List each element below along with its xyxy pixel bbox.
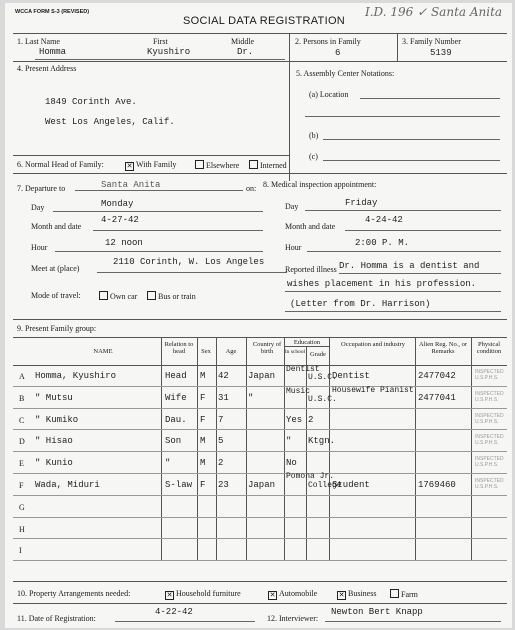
registration-form	[5, 3, 512, 628]
row-letter: E	[19, 459, 24, 469]
med-day-value: Friday	[345, 198, 378, 208]
row-letter: D	[19, 437, 25, 447]
automobile-label: Automobile	[279, 589, 318, 598]
interned-checkbox[interactable]	[249, 160, 258, 169]
cell-age: 23	[218, 480, 229, 490]
household-checkbox[interactable]: ✕	[166, 591, 173, 599]
persons-value: 6	[335, 48, 341, 58]
cell-sex: M	[200, 458, 206, 469]
first-label: First	[153, 37, 168, 46]
departure-label: 7. Departure to	[17, 184, 66, 193]
middle-value: Dr.	[237, 47, 254, 57]
cell-occupation: Student	[332, 480, 370, 490]
header-alien: Alien Reg. No., or Remarks	[418, 341, 468, 355]
business-checkbox[interactable]: ✕	[338, 591, 345, 599]
cell-sex: F	[200, 392, 206, 403]
illness-line2: wishes placement in his profession.	[287, 279, 477, 289]
location-label: (a) Location	[309, 90, 349, 99]
cell-name: " Kunio	[35, 458, 73, 469]
med-month-label: Month and date	[285, 222, 336, 231]
family-group-label: 9. Present Family group:	[17, 324, 97, 333]
interned-label: Interned	[260, 161, 287, 170]
address-line2: West Los Angeles, Calif.	[45, 117, 175, 127]
meet-label: Meet at (place)	[31, 264, 80, 273]
cell-sex: M	[200, 436, 206, 447]
persons-label: 2. Persons in Family	[295, 37, 361, 46]
row-letter: B	[19, 393, 25, 403]
cell-school: "	[286, 436, 292, 447]
on-label: on:	[246, 184, 257, 193]
cell-age: 31	[218, 392, 229, 403]
interviewer-label: 12. Interviewer:	[267, 614, 319, 623]
household-option	[165, 589, 241, 600]
first-name-value: Kyushiro	[147, 47, 191, 57]
middle-label: Middle	[231, 37, 255, 46]
table-row	[13, 539, 507, 561]
row-letter: I	[19, 546, 22, 556]
cell-school: Dentist	[286, 365, 320, 374]
row-letter: C	[19, 415, 25, 425]
departure-to-value: Santa Anita	[101, 180, 161, 190]
header-age: Age	[225, 348, 237, 355]
illness-label: Reported illness	[285, 265, 337, 274]
header-sex: Sex	[201, 348, 211, 355]
table-row	[13, 430, 507, 452]
automobile-checkbox[interactable]: ✕	[269, 591, 276, 599]
cell-school: Pomona Jr.	[286, 472, 335, 481]
address-line1: 1849 Corinth Ave.	[45, 97, 137, 107]
cell-school: Yes	[286, 414, 303, 425]
inspected-stamp: INSPECTED U.S.P.H.S.	[475, 390, 504, 403]
med-date-value: 4-24-42	[365, 215, 403, 225]
last-name-value: Homma	[39, 47, 67, 57]
illness-line1: Dr. Homma is a dentist and	[339, 261, 480, 271]
cell-age: 2	[218, 458, 224, 469]
dep-month-label: Month and date	[31, 222, 82, 231]
automobile-option	[268, 589, 317, 600]
bus-train-label: Bus or train	[158, 292, 196, 301]
property-label: 10. Property Arrangements needed:	[17, 589, 131, 598]
cell-alien: 2477042	[418, 371, 456, 381]
assembly-b-label: (b)	[309, 131, 319, 140]
header-in-school: In school	[284, 349, 306, 355]
header-grade: Grade	[310, 351, 326, 358]
table-row	[13, 387, 507, 409]
cell-grade: 2	[308, 414, 314, 425]
family-number-value: 5139	[430, 48, 452, 58]
header-name: NAME	[93, 348, 113, 355]
cell-relation: "	[165, 458, 171, 469]
normal-head-label: 6. Normal Head of Family:	[17, 160, 104, 169]
inspected-stamp: INSPECTED U.S.P.H.S.	[475, 412, 504, 425]
med-hour-value: 2:00 P. M.	[355, 238, 410, 248]
interned-option	[249, 160, 287, 170]
cell-name: Homma, Kyushiro	[35, 371, 117, 381]
dep-day-value: Monday	[101, 199, 134, 209]
cell-relation: S-law	[165, 480, 193, 490]
cell-grade: U.S.C.	[308, 373, 337, 382]
elsewhere-label: Elsewhere	[206, 161, 240, 170]
bus-train-option	[147, 291, 196, 301]
cell-sex: M	[200, 371, 206, 381]
dep-hour-value: 12 noon	[105, 238, 143, 248]
farm-label: Farm	[401, 590, 418, 599]
inspected-stamp: INSPECTED U.S.P.H.S.	[475, 434, 504, 447]
cell-age: 7	[218, 414, 224, 425]
cell-relation: Son	[165, 436, 182, 447]
medical-label: 8. Medical inspection appointment:	[263, 180, 377, 189]
form-id: WCCA FORM S-3 (REVISED)	[15, 9, 90, 15]
cell-grade: Ktgn.	[308, 436, 336, 447]
inspected-stamp: INSPECTED U.S.P.H.S.	[475, 369, 504, 381]
row-letter: G	[19, 502, 25, 512]
family-number-label: 3. Family Number	[402, 37, 461, 46]
cell-school: No	[286, 458, 297, 469]
cell-country: Japan	[248, 480, 276, 490]
cell-alien: 1769460	[418, 480, 456, 490]
assembly-label: 5. Assembly Center Notations:	[296, 69, 395, 78]
own-car-checkbox[interactable]	[99, 291, 108, 300]
row-letter: H	[19, 524, 25, 534]
own-car-label: Own car	[110, 292, 138, 301]
illness-line3: (Letter from Dr. Harrison)	[290, 299, 431, 309]
page-title: SOCIAL DATA REGISTRATION	[183, 15, 346, 27]
cell-grade: U.S.C.	[308, 394, 337, 404]
header-relation: Relation to head	[164, 341, 194, 355]
cell-name: " Mutsu	[35, 392, 73, 403]
with-family-checkbox[interactable]: ✕	[126, 162, 133, 170]
cell-relation: Head	[165, 371, 187, 381]
cell-name: " Hisao	[35, 436, 73, 447]
assembly-c-label: (c)	[309, 152, 318, 161]
cell-occupation: Dentist	[332, 371, 370, 381]
inspected-stamp: INSPECTED U.S.P.H.S.	[475, 456, 504, 469]
household-label: Household furniture	[176, 589, 241, 598]
dep-date-value: 4-27-42	[101, 215, 139, 225]
date-registration-value: 4-22-42	[155, 607, 193, 617]
cell-age: 5	[218, 436, 224, 447]
cell-occupation: Housewife Pianist	[332, 385, 414, 395]
cell-relation: Dau.	[165, 414, 187, 425]
meet-place-value: 2110 Corinth, W. Los Angeles	[113, 257, 265, 267]
table-row	[13, 365, 507, 387]
business-option	[337, 589, 376, 600]
own-car-option	[99, 291, 137, 301]
dep-day-label: Day	[31, 203, 45, 212]
header-country: Country of birth	[252, 341, 282, 355]
row-letter: F	[19, 481, 24, 490]
med-day-label: Day	[285, 202, 299, 211]
table-row	[13, 409, 507, 431]
table-row	[13, 496, 507, 518]
interviewer-value: Newton Bert Knapp	[331, 607, 423, 617]
farm-checkbox[interactable]	[390, 589, 399, 598]
elsewhere-checkbox[interactable]	[195, 160, 204, 169]
table-row	[13, 518, 507, 540]
with-family-label: With Family	[136, 160, 177, 169]
cell-age: 42	[218, 371, 229, 381]
cell-alien: 2477041	[418, 392, 456, 403]
cell-country: Japan	[248, 371, 276, 381]
farm-option	[390, 589, 418, 599]
business-label: Business	[348, 589, 377, 598]
cell-sex: F	[200, 414, 206, 425]
cell-grade: College	[308, 481, 342, 490]
row-letter: A	[19, 372, 25, 381]
cell-name: " Kumiko	[35, 414, 79, 425]
cell-relation: Wife	[165, 392, 187, 403]
inspected-stamp: INSPECTED U.S.P.H.S.	[475, 478, 504, 490]
elsewhere-option	[195, 160, 239, 170]
bus-train-checkbox[interactable]	[147, 291, 156, 300]
mode-label: Mode of travel:	[31, 291, 81, 300]
table-row	[13, 474, 507, 496]
header-occupation: Occupation and industry	[341, 341, 405, 348]
header-physical: Physical condition	[476, 341, 502, 355]
table-row	[13, 452, 507, 474]
cell-school: Music	[286, 386, 311, 396]
last-name-label: 1. Last Name	[17, 37, 60, 46]
with-family-option	[125, 160, 176, 171]
med-hour-label: Hour	[285, 243, 302, 252]
header-education: Education	[293, 339, 321, 346]
family-table	[13, 337, 507, 561]
present-address-label: 4. Present Address	[17, 64, 77, 73]
cell-country: "	[248, 392, 254, 403]
handwritten-note: I.D. 196 ✓ Santa Anita	[365, 5, 503, 19]
dep-hour-label: Hour	[31, 243, 48, 252]
cell-sex: F	[200, 480, 206, 490]
date-registration-label: 11. Date of Registration:	[17, 614, 96, 623]
cell-name: Wada, Miduri	[35, 480, 100, 490]
